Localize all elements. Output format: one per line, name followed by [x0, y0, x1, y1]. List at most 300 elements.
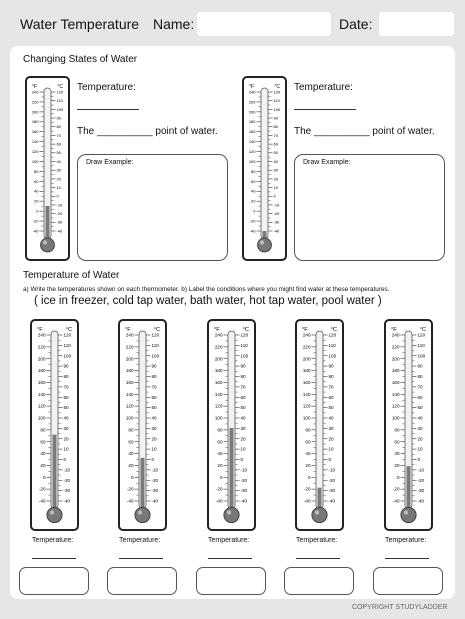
fahrenheit-tick-label: 0: [253, 208, 256, 214]
celsius-tick-label: 0: [417, 457, 421, 463]
fahrenheit-tick-label: -20: [38, 486, 46, 492]
celsius-tick-label: 10: [63, 446, 69, 452]
mercury-column: [53, 435, 57, 509]
fahrenheit-unit: °F: [32, 84, 38, 90]
thermometer-bulb: [41, 238, 55, 252]
celsius-tick-label: 80: [240, 374, 246, 380]
celsius-tick-label: -30: [417, 488, 425, 494]
celsius-tick-label: -20: [151, 477, 159, 483]
celsius-tick-label: 100: [63, 353, 72, 359]
celsius-tick-label: 60: [273, 141, 278, 147]
celsius-tick-label: 10: [151, 446, 157, 452]
fahrenheit-tick-label: 220: [37, 344, 46, 350]
fahrenheit-tick-label: 140: [125, 391, 134, 397]
celsius-tick-label: 70: [56, 132, 61, 138]
fahrenheit-tick-label: 120: [302, 403, 311, 409]
temperature-label: Temperature:: [385, 537, 427, 544]
celsius-unit: °C: [419, 327, 426, 333]
celsius-tick-label: 100: [56, 106, 64, 112]
celsius-tick-label: 20: [240, 436, 246, 442]
temperature-label: Temperature:: [294, 82, 353, 93]
fahrenheit-tick-label: 60: [251, 178, 256, 184]
fahrenheit-tick-label: 120: [248, 148, 256, 154]
celsius-tick-label: 70: [328, 384, 334, 390]
fahrenheit-tick-label: 40: [394, 451, 400, 457]
temperature-answer-line[interactable]: [32, 558, 76, 559]
celsius-tick-label: 60: [63, 394, 69, 400]
celsius-tick-label: 10: [273, 184, 278, 190]
fahrenheit-tick-label: 180: [391, 368, 400, 374]
thermometer: [118, 319, 167, 531]
celsius-tick-label: 20: [63, 436, 69, 442]
fahrenheit-tick-label: 220: [31, 99, 39, 105]
celsius-tick-label: 110: [151, 342, 159, 348]
celsius-tick-label: -20: [56, 211, 63, 217]
fahrenheit-tick-label: 140: [37, 391, 46, 397]
fahrenheit-tick-label: 60: [34, 178, 39, 184]
thermometer-bulb: [312, 507, 327, 522]
celsius-tick-label: -40: [240, 498, 248, 504]
celsius-tick-label: 10: [240, 446, 246, 452]
fahrenheit-tick-label: -20: [215, 486, 223, 492]
worksheet-header: [10, 8, 455, 38]
celsius-tick-label: 50: [240, 405, 246, 411]
fahrenheit-tick-label: 120: [391, 403, 400, 409]
celsius-unit: °C: [330, 327, 337, 333]
celsius-tick-label: 90: [151, 363, 157, 369]
celsius-tick-label: 0: [240, 457, 244, 463]
fahrenheit-unit: °F: [249, 84, 255, 90]
fahrenheit-tick-label: 80: [251, 168, 256, 174]
fahrenheit-tick-label: 160: [214, 380, 223, 386]
temperature-label: Temperature:: [296, 537, 338, 544]
fahrenheit-tick-label: 0: [219, 474, 223, 480]
celsius-tick-label: 50: [328, 405, 334, 411]
celsius-tick-label: 0: [56, 193, 59, 199]
celsius-tick-label: 120: [151, 332, 160, 338]
fahrenheit-tick-label: 0: [130, 474, 134, 480]
condition-answer-box[interactable]: [196, 567, 266, 595]
celsius-tick-label: 40: [417, 415, 423, 421]
celsius-tick-label: 30: [240, 425, 246, 431]
fahrenheit-unit: °F: [391, 327, 397, 333]
temperature-answer-line[interactable]: [77, 109, 139, 110]
temperature-answer-line[interactable]: [208, 558, 252, 559]
celsius-tick-label: -40: [56, 228, 63, 234]
worksheet-title: Water Temperature: [20, 16, 140, 32]
celsius-tick-label: 40: [63, 415, 69, 421]
fahrenheit-tick-label: 60: [305, 439, 311, 445]
name-field[interactable]: [197, 12, 331, 36]
fahrenheit-tick-label: 160: [37, 380, 46, 386]
temperature-answer-line[interactable]: [119, 558, 163, 559]
thermometer-bulb: [224, 507, 239, 522]
celsius-tick-label: 60: [151, 394, 157, 400]
temperature-answer-line[interactable]: [294, 109, 356, 110]
celsius-tick-label: -20: [417, 477, 425, 483]
celsius-tick-label: -30: [56, 219, 63, 225]
celsius-tick-label: 40: [56, 158, 61, 164]
celsius-tick-label: 40: [151, 415, 157, 421]
thermometer-graphic: [386, 321, 431, 529]
celsius-tick-label: -30: [63, 488, 71, 494]
fahrenheit-tick-label: 80: [128, 427, 134, 433]
celsius-tick-label: 60: [417, 394, 423, 400]
celsius-tick-label: -10: [328, 467, 336, 473]
celsius-tick-label: 30: [56, 167, 61, 173]
fahrenheit-tick-label: -20: [32, 218, 39, 224]
fahrenheit-tick-label: 120: [37, 403, 46, 409]
fahrenheit-tick-label: 200: [37, 356, 46, 362]
celsius-tick-label: 50: [63, 405, 69, 411]
celsius-tick-label: -20: [240, 477, 248, 483]
fahrenheit-tick-label: 180: [214, 368, 223, 374]
condition-answer-box[interactable]: [107, 567, 177, 595]
celsius-tick-label: -30: [273, 219, 280, 225]
fahrenheit-tick-label: 220: [214, 344, 223, 350]
fahrenheit-tick-label: 100: [214, 415, 223, 421]
condition-answer-box[interactable]: [373, 567, 443, 595]
mercury-column: [46, 206, 50, 239]
fahrenheit-tick-label: 200: [302, 356, 311, 362]
thermometer-tube: [261, 88, 268, 239]
celsius-tick-label: -40: [273, 228, 280, 234]
fahrenheit-tick-label: 160: [391, 380, 400, 386]
thermometer-graphic: [244, 78, 285, 259]
celsius-tick-label: 50: [273, 150, 278, 156]
fahrenheit-tick-label: 40: [305, 451, 311, 457]
celsius-tick-label: 10: [417, 446, 423, 452]
fahrenheit-tick-label: 60: [40, 439, 46, 445]
celsius-tick-label: 20: [273, 176, 278, 182]
celsius-tick-label: 60: [240, 394, 246, 400]
celsius-tick-label: 10: [56, 184, 61, 190]
thermometer: [207, 319, 256, 531]
fahrenheit-tick-label: 20: [34, 198, 39, 204]
fahrenheit-tick-label: 0: [42, 474, 46, 480]
fahrenheit-tick-label: -20: [126, 486, 134, 492]
celsius-tick-label: 40: [240, 415, 246, 421]
celsius-tick-label: 80: [273, 124, 278, 130]
thermometer-graphic: [120, 321, 165, 529]
celsius-tick-label: 90: [273, 115, 278, 121]
celsius-tick-label: 80: [56, 124, 61, 130]
celsius-tick-label: 110: [417, 342, 425, 348]
fahrenheit-tick-label: 60: [128, 439, 134, 445]
celsius-tick-label: 90: [328, 363, 334, 369]
fahrenheit-tick-label: 140: [31, 139, 39, 145]
name-label: Name:: [153, 16, 195, 32]
fahrenheit-tick-label: 40: [251, 188, 256, 194]
fahrenheit-tick-label: 40: [128, 451, 134, 457]
celsius-tick-label: 0: [273, 193, 276, 199]
fahrenheit-tick-label: 40: [40, 451, 46, 457]
fahrenheit-tick-label: 240: [391, 332, 400, 338]
celsius-tick-label: 120: [240, 332, 249, 338]
mercury-column: [141, 458, 145, 509]
fahrenheit-tick-label: 20: [251, 198, 256, 204]
thermometer: [242, 76, 287, 261]
celsius-tick-label: 70: [151, 384, 157, 390]
fahrenheit-tick-label: 80: [217, 427, 223, 433]
thermometer-graphic: [32, 321, 77, 529]
thermometer: [25, 76, 70, 261]
celsius-tick-label: 20: [56, 176, 61, 182]
fahrenheit-tick-label: 160: [248, 129, 256, 135]
celsius-tick-label: 90: [417, 363, 423, 369]
fahrenheit-tick-label: 20: [217, 463, 223, 469]
fahrenheit-tick-label: 40: [34, 188, 39, 194]
fahrenheit-tick-label: 0: [396, 474, 400, 480]
fahrenheit-tick-label: 20: [128, 463, 134, 469]
celsius-unit: °C: [153, 327, 160, 333]
temperature-label: Temperature:: [77, 82, 136, 93]
celsius-tick-label: 10: [328, 446, 334, 452]
celsius-tick-label: 110: [63, 342, 71, 348]
fahrenheit-tick-label: -40: [32, 228, 39, 234]
fahrenheit-tick-label: 160: [302, 380, 311, 386]
celsius-tick-label: -10: [240, 467, 248, 473]
fahrenheit-tick-label: 240: [302, 332, 311, 338]
fahrenheit-tick-label: 120: [214, 403, 223, 409]
fahrenheit-unit: °F: [214, 327, 220, 333]
celsius-tick-label: 50: [417, 405, 423, 411]
celsius-tick-label: 0: [151, 457, 155, 463]
fahrenheit-tick-label: 200: [214, 356, 223, 362]
temperature-label: Temperature:: [32, 537, 74, 544]
celsius-tick-label: 100: [417, 353, 426, 359]
mercury-column: [230, 428, 234, 509]
celsius-tick-label: 110: [273, 98, 280, 104]
condition-answer-box[interactable]: [19, 567, 89, 595]
fahrenheit-tick-label: 0: [307, 474, 311, 480]
celsius-tick-label: 20: [417, 436, 423, 442]
temperature-answer-line[interactable]: [385, 558, 429, 559]
celsius-tick-label: 80: [417, 374, 423, 380]
celsius-tick-label: 120: [56, 89, 64, 95]
fahrenheit-tick-label: 100: [302, 415, 311, 421]
fahrenheit-tick-label: 140: [248, 139, 256, 145]
celsius-tick-label: 30: [63, 425, 69, 431]
fahrenheit-tick-label: 40: [217, 451, 223, 457]
fahrenheit-tick-label: -20: [249, 218, 256, 224]
thermometer: [30, 319, 79, 531]
thermometer-bulb: [401, 507, 416, 522]
fahrenheit-tick-label: -40: [215, 498, 223, 504]
celsius-tick-label: 120: [328, 332, 337, 338]
section1-title: Changing States of Water: [23, 54, 138, 65]
fahrenheit-tick-label: 180: [31, 119, 39, 125]
fahrenheit-tick-label: 60: [394, 439, 400, 445]
celsius-tick-label: 40: [328, 415, 334, 421]
celsius-tick-label: 30: [328, 425, 334, 431]
fahrenheit-tick-label: 180: [248, 119, 256, 125]
thermometer-tube: [316, 331, 323, 509]
celsius-unit: °C: [242, 327, 249, 333]
fahrenheit-tick-label: 20: [305, 463, 311, 469]
celsius-tick-label: 30: [151, 425, 157, 431]
celsius-tick-label: -10: [63, 467, 71, 473]
celsius-tick-label: 70: [417, 384, 423, 390]
fahrenheit-unit: °F: [125, 327, 131, 333]
bulb-highlight: [43, 240, 47, 244]
fahrenheit-tick-label: 180: [125, 368, 134, 374]
celsius-tick-label: 90: [56, 115, 61, 121]
celsius-tick-label: 70: [240, 384, 246, 390]
fahrenheit-tick-label: 240: [214, 332, 223, 338]
fahrenheit-tick-label: 240: [37, 332, 46, 338]
celsius-tick-label: 120: [417, 332, 426, 338]
fahrenheit-tick-label: 160: [31, 129, 39, 135]
fahrenheit-tick-label: 120: [31, 148, 39, 154]
fahrenheit-tick-label: 20: [394, 463, 400, 469]
celsius-tick-label: 100: [328, 353, 337, 359]
celsius-tick-label: 80: [328, 374, 334, 380]
fahrenheit-tick-label: 180: [37, 368, 46, 374]
fahrenheit-tick-label: 100: [391, 415, 400, 421]
thermometer-bulb: [135, 507, 150, 522]
fahrenheit-tick-label: 100: [37, 415, 46, 421]
celsius-tick-label: 110: [328, 342, 336, 348]
celsius-tick-label: 70: [273, 132, 278, 138]
bulb-highlight: [50, 510, 54, 514]
celsius-tick-label: -40: [151, 498, 159, 504]
celsius-tick-label: 50: [56, 150, 61, 156]
fahrenheit-tick-label: 20: [40, 463, 46, 469]
fahrenheit-tick-label: 200: [391, 356, 400, 362]
thermometer-graphic: [27, 78, 68, 259]
copyright-notice: COPYRIGHT STUDYLADDER: [352, 604, 448, 611]
bulb-highlight: [138, 510, 142, 514]
celsius-tick-label: 100: [240, 353, 249, 359]
celsius-tick-label: -30: [240, 488, 248, 494]
mercury-column: [407, 466, 411, 509]
fahrenheit-tick-label: 160: [125, 380, 134, 386]
draw-example-box[interactable]: [294, 154, 445, 261]
fahrenheit-tick-label: 200: [248, 109, 256, 115]
celsius-tick-label: 90: [240, 363, 246, 369]
bulb-highlight: [260, 240, 264, 244]
mercury-column: [318, 488, 322, 509]
point-sentence: The __________ point of water.: [294, 126, 435, 137]
fahrenheit-unit: °F: [37, 327, 43, 333]
celsius-tick-label: 0: [63, 457, 67, 463]
fahrenheit-tick-label: 220: [248, 99, 256, 105]
celsius-tick-label: 30: [273, 167, 278, 173]
condition-answer-box[interactable]: [284, 567, 354, 595]
celsius-tick-label: 20: [151, 436, 157, 442]
celsius-tick-label: 100: [273, 106, 281, 112]
draw-example-label: Draw Example:: [303, 159, 351, 166]
temperature-label: Temperature:: [208, 537, 250, 544]
section2-instructions: a) Write the temperatures shown on each thermometer. b) Label the conditions where you might find water at these temperatures.: [23, 286, 390, 293]
temperature-label: Temperature:: [119, 537, 161, 544]
celsius-tick-label: 120: [273, 89, 281, 95]
fahrenheit-tick-label: 220: [391, 344, 400, 350]
fahrenheit-tick-label: -40: [392, 498, 400, 504]
celsius-tick-label: 110: [240, 342, 248, 348]
fahrenheit-tick-label: -40: [126, 498, 134, 504]
draw-example-box[interactable]: [77, 154, 228, 261]
fahrenheit-tick-label: 240: [125, 332, 134, 338]
thermometer-graphic: [209, 321, 254, 529]
celsius-tick-label: 60: [328, 394, 334, 400]
celsius-tick-label: 30: [417, 425, 423, 431]
celsius-tick-label: 70: [63, 384, 69, 390]
celsius-tick-label: -40: [63, 498, 71, 504]
fahrenheit-tick-label: 180: [302, 368, 311, 374]
fahrenheit-tick-label: -40: [38, 498, 46, 504]
celsius-tick-label: 20: [328, 436, 334, 442]
celsius-tick-label: 100: [151, 353, 160, 359]
celsius-tick-label: 110: [56, 98, 63, 104]
bulb-highlight: [404, 510, 408, 514]
fahrenheit-tick-label: 240: [248, 89, 256, 95]
fahrenheit-tick-label: 60: [217, 439, 223, 445]
fahrenheit-tick-label: -20: [303, 486, 311, 492]
date-field[interactable]: [379, 12, 454, 36]
celsius-unit: °C: [274, 84, 280, 90]
fahrenheit-tick-label: 80: [34, 168, 39, 174]
bulb-highlight: [315, 510, 319, 514]
celsius-tick-label: -40: [328, 498, 336, 504]
celsius-unit: °C: [57, 84, 63, 90]
celsius-tick-label: 60: [56, 141, 61, 147]
fahrenheit-tick-label: 0: [36, 208, 39, 214]
fahrenheit-tick-label: 140: [391, 391, 400, 397]
celsius-tick-label: -30: [328, 488, 336, 494]
celsius-unit: °C: [65, 327, 72, 333]
fahrenheit-tick-label: -40: [303, 498, 311, 504]
celsius-tick-label: 120: [63, 332, 72, 338]
thermometer: [384, 319, 433, 531]
bulb-highlight: [227, 510, 231, 514]
fahrenheit-tick-label: 220: [302, 344, 311, 350]
celsius-tick-label: -20: [328, 477, 336, 483]
fahrenheit-tick-label: 80: [305, 427, 311, 433]
fahrenheit-unit: °F: [302, 327, 308, 333]
fahrenheit-tick-label: 120: [125, 403, 134, 409]
fahrenheit-tick-label: 240: [31, 89, 39, 95]
temperature-answer-line[interactable]: [296, 558, 340, 559]
fahrenheit-tick-label: 200: [125, 356, 134, 362]
celsius-tick-label: -10: [273, 202, 280, 208]
thermometer-graphic: [297, 321, 342, 529]
celsius-tick-label: -10: [417, 467, 425, 473]
fahrenheit-tick-label: 140: [302, 391, 311, 397]
celsius-tick-label: -10: [151, 467, 159, 473]
fahrenheit-tick-label: 220: [125, 344, 134, 350]
celsius-tick-label: -20: [273, 211, 280, 217]
section2-options: ( ice in freezer, cold tap water, bath water, hot tap water, pool water ): [34, 295, 382, 307]
celsius-tick-label: 80: [63, 374, 69, 380]
fahrenheit-tick-label: -40: [249, 228, 256, 234]
fahrenheit-tick-label: 100: [125, 415, 134, 421]
celsius-tick-label: 90: [63, 363, 69, 369]
point-sentence: The __________ point of water.: [77, 126, 218, 137]
celsius-tick-label: -10: [56, 202, 63, 208]
thermometer-bulb: [258, 238, 272, 252]
fahrenheit-tick-label: 100: [31, 158, 39, 164]
celsius-tick-label: -30: [151, 488, 159, 494]
celsius-tick-label: -20: [63, 477, 71, 483]
celsius-tick-label: 0: [328, 457, 332, 463]
celsius-tick-label: 40: [273, 158, 278, 164]
thermometer-bulb: [47, 507, 62, 522]
fahrenheit-tick-label: 100: [248, 158, 256, 164]
section2-title: Temperature of Water: [23, 270, 120, 281]
fahrenheit-tick-label: 200: [31, 109, 39, 115]
